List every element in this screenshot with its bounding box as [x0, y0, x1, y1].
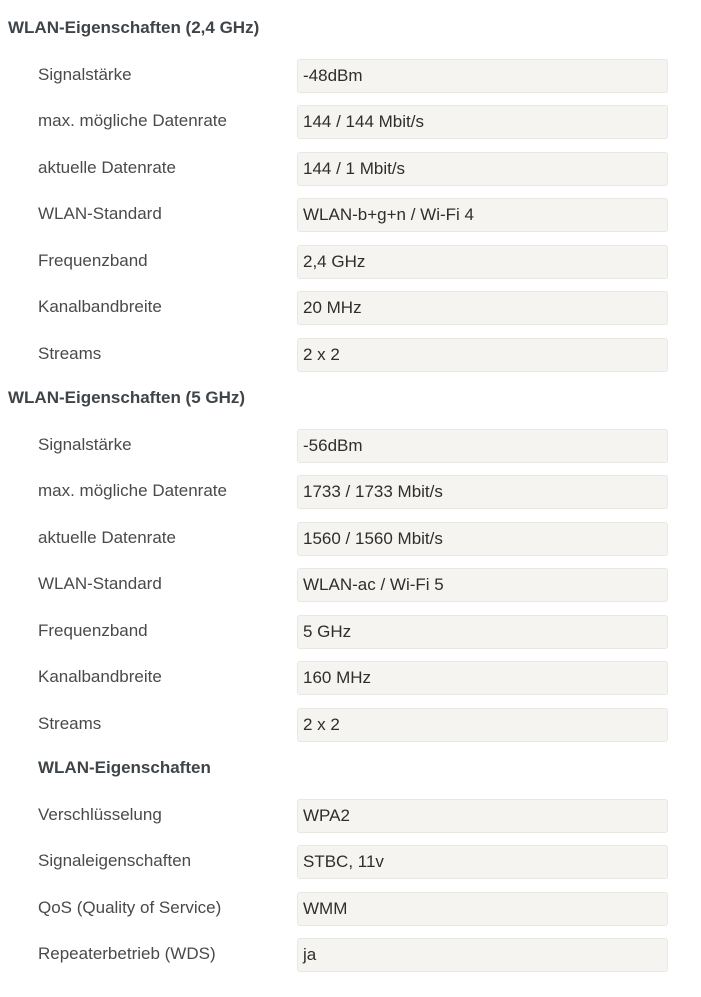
row-value: -56dBm	[297, 429, 668, 463]
row-value: WPA2	[297, 799, 668, 833]
row-qos	[0, 892, 701, 928]
row-label: Streams	[38, 344, 102, 363]
row-label: Repeaterbetrieb (WDS)	[38, 944, 216, 963]
row-value: 20 MHz	[297, 291, 668, 325]
row-label: Signalstärke	[38, 65, 132, 84]
row-repeater-mode	[0, 938, 701, 974]
row-encryption	[0, 799, 701, 835]
row-label: Kanalbandbreite	[38, 667, 162, 686]
row-value: WLAN-b+g+n / Wi-Fi 4	[297, 198, 668, 232]
row-streams-5	[0, 708, 701, 744]
row-label: Kanalbandbreite	[38, 297, 162, 316]
row-value: 1733 / 1733 Mbit/s	[297, 475, 668, 509]
row-value: 2,4 GHz	[297, 245, 668, 279]
row-label: QoS (Quality of Service)	[38, 898, 222, 917]
row-value: 144 / 1 Mbit/s	[297, 152, 668, 186]
row-max-data-rate-5	[0, 475, 701, 511]
row-signal-strength-5	[0, 429, 701, 465]
row-value: 1560 / 1560 Mbit/s	[297, 522, 668, 556]
row-signal-properties	[0, 845, 701, 881]
row-value: WMM	[297, 892, 668, 926]
row-label: Streams	[38, 714, 102, 733]
row-max-data-rate-2-4	[0, 105, 701, 141]
row-channel-bandwidth-5	[0, 661, 701, 697]
section-title-wlan-properties: WLAN-Eigenschaften	[38, 758, 211, 777]
row-value: 144 / 144 Mbit/s	[297, 105, 668, 139]
row-value: 5 GHz	[297, 615, 668, 649]
row-value: -48dBm	[297, 59, 668, 93]
row-label: Frequenzband	[38, 621, 148, 640]
row-label: aktuelle Datenrate	[38, 158, 176, 177]
row-streams-2-4	[0, 338, 701, 374]
row-label: Signalstärke	[38, 435, 132, 454]
row-label: max. mögliche Datenrate	[38, 111, 227, 130]
row-label: Verschlüsselung	[38, 805, 162, 824]
row-channel-bandwidth-2-4	[0, 291, 701, 327]
row-value: 2 x 2	[297, 338, 668, 372]
row-label: Frequenzband	[38, 251, 148, 270]
row-signal-strength-2-4	[0, 59, 701, 95]
row-value: 160 MHz	[297, 661, 668, 695]
row-label: WLAN-Standard	[38, 204, 162, 223]
row-label: aktuelle Datenrate	[38, 528, 176, 547]
row-label: max. mögliche Datenrate	[38, 481, 227, 500]
row-value: WLAN-ac / Wi-Fi 5	[297, 568, 668, 602]
row-current-data-rate-2-4	[0, 152, 701, 188]
row-wlan-standard-2-4	[0, 198, 701, 234]
section-title-2-4-ghz: WLAN-Eigenschaften (2,4 GHz)	[8, 18, 260, 37]
row-wlan-standard-5	[0, 568, 701, 604]
row-value: 2 x 2	[297, 708, 668, 742]
row-value: ja	[297, 938, 668, 972]
row-current-data-rate-5	[0, 522, 701, 558]
row-value: STBC, 11v	[297, 845, 668, 879]
row-frequency-band-2-4	[0, 245, 701, 281]
row-label: Signaleigenschaften	[38, 851, 192, 870]
section-title-5-ghz: WLAN-Eigenschaften (5 GHz)	[8, 388, 246, 407]
row-frequency-band-5	[0, 615, 701, 651]
row-label: WLAN-Standard	[38, 574, 162, 593]
